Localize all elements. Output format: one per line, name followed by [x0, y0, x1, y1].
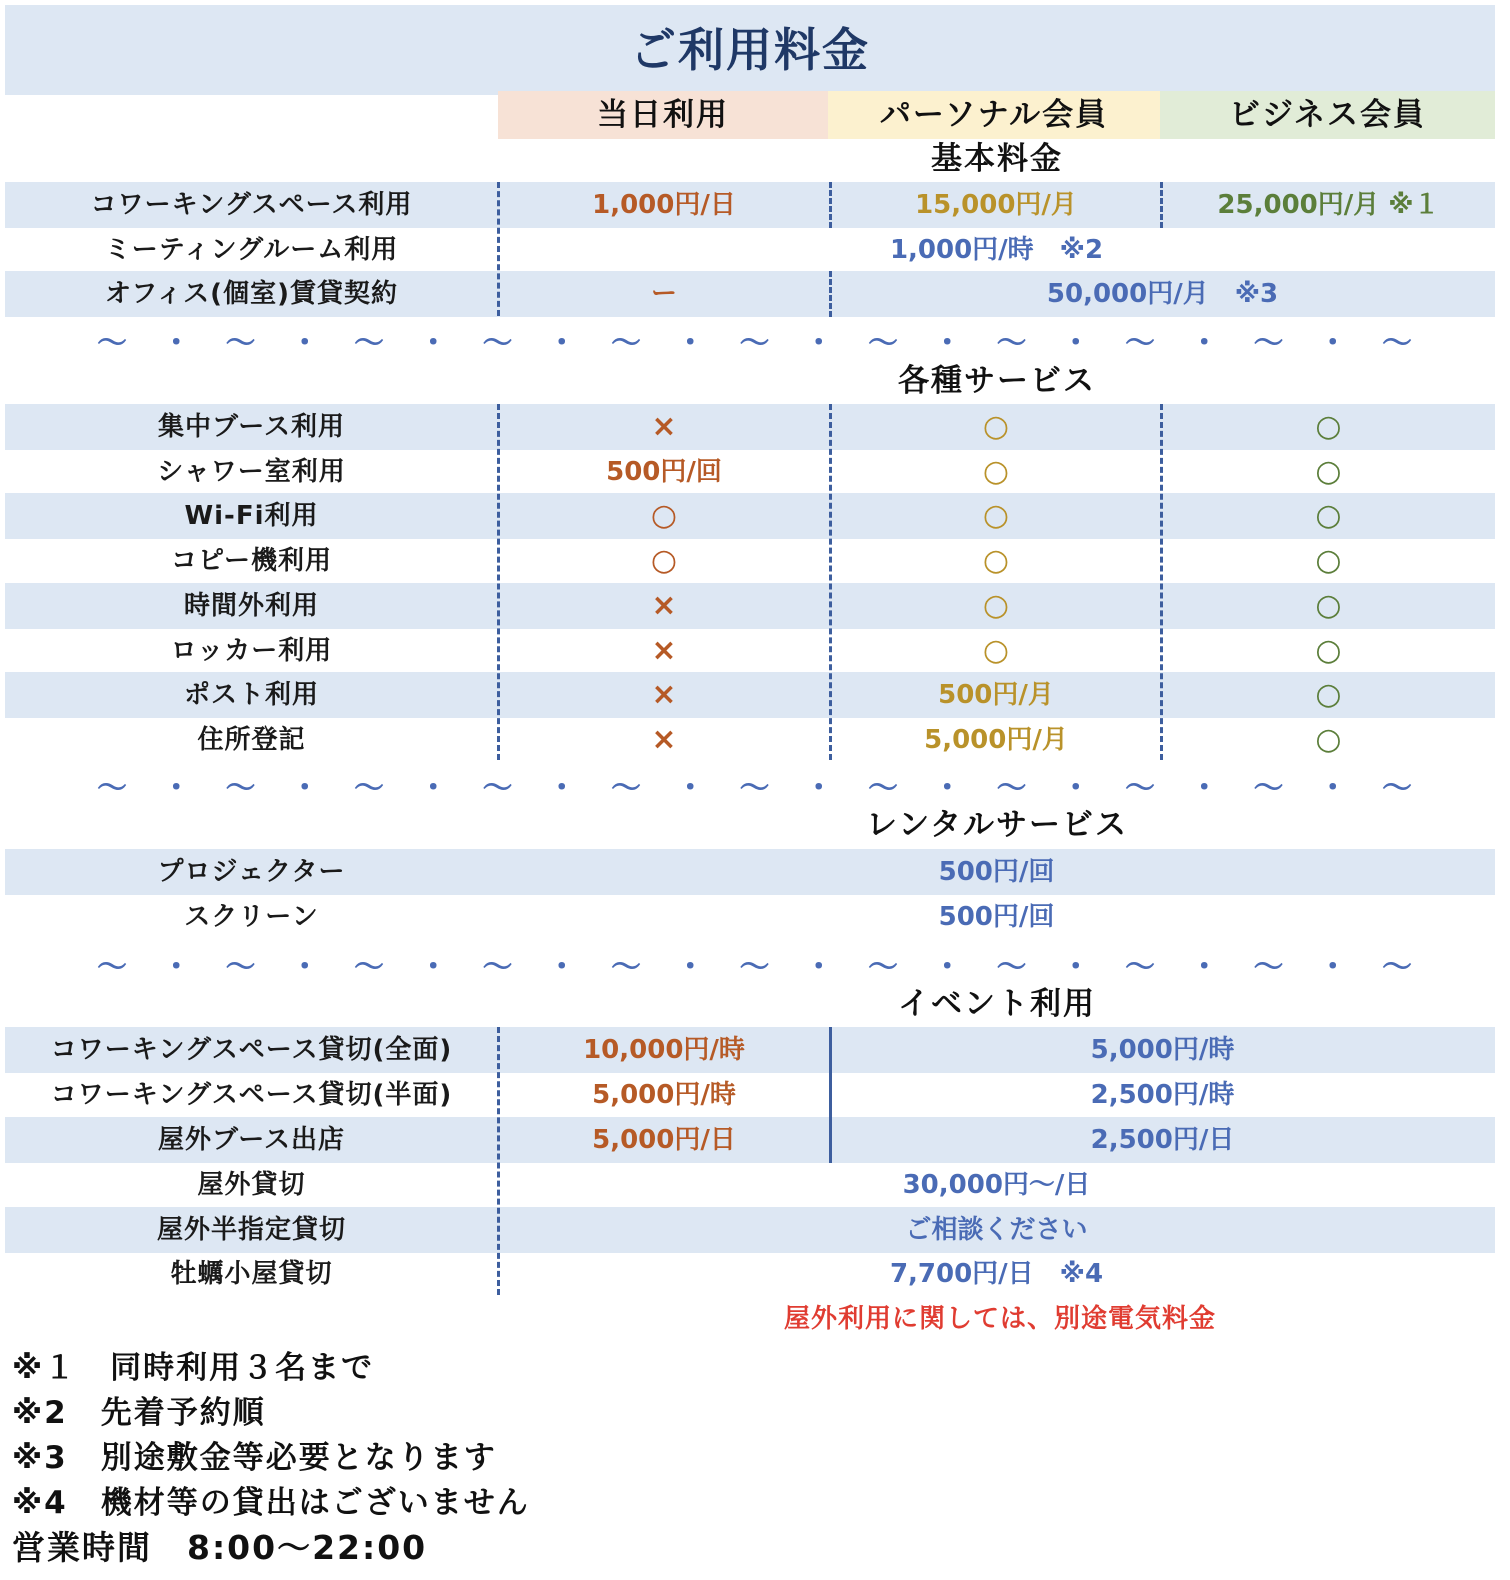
- row-label: シャワー室利用: [157, 457, 346, 487]
- row-outdoor-half: [5, 1207, 1495, 1253]
- tilde-glyph: ～: [482, 771, 513, 806]
- day-value: ×: [651, 633, 677, 668]
- row-meeting: [5, 227, 1495, 273]
- row-service: [5, 493, 1495, 539]
- tilde-glyph: ～: [996, 771, 1027, 806]
- tilde-glyph: ～: [482, 326, 513, 361]
- day-value: ×: [651, 409, 677, 444]
- footnote-4: ※4 機材等の貸出はございません: [12, 1485, 530, 1521]
- row-label: 屋外ブース出店: [158, 1125, 345, 1155]
- footnote-3: ※3 別途敷金等必要となります: [12, 1440, 497, 1476]
- business-value: ○: [1315, 409, 1342, 444]
- row-label: 集中ブース利用: [158, 412, 345, 442]
- tilde-glyph: ～: [354, 950, 384, 985]
- business-value: ○: [1315, 633, 1342, 668]
- tilde-glyph: ～: [1253, 950, 1284, 985]
- divider-line: [829, 271, 832, 317]
- footnote-2: ※2 先着予約順: [12, 1395, 266, 1431]
- business-value: ○: [1315, 588, 1342, 623]
- divider-line: [829, 404, 832, 760]
- row-label: Wi-Fi利用: [184, 501, 319, 531]
- dot-glyph: ・: [418, 950, 449, 985]
- divider-line: [829, 1027, 832, 1163]
- tilde-glyph: ～: [97, 771, 127, 806]
- divider-line: [1160, 404, 1163, 760]
- personal-value: ○: [982, 543, 1010, 578]
- dot-glyph: ・: [546, 771, 577, 806]
- members-value: 2,500円/日: [1090, 1125, 1235, 1155]
- dot-glyph: ・: [1189, 326, 1220, 361]
- personal-value: ○: [982, 409, 1010, 444]
- tilde-glyph: ～: [482, 950, 513, 985]
- dot-glyph: ・: [803, 950, 834, 985]
- day-value: 10,000円/時: [583, 1035, 745, 1065]
- personal-value: ○: [982, 498, 1010, 533]
- day-value: ○: [650, 543, 678, 578]
- divider-line: [829, 182, 832, 228]
- tilde-glyph: ～: [1382, 950, 1412, 985]
- business-value: ○: [1315, 454, 1342, 489]
- tilde-glyph: ～: [97, 950, 127, 985]
- dot-glyph: ・: [418, 326, 449, 361]
- divider-line: [497, 404, 500, 760]
- row-label: プロジェクター: [157, 857, 346, 887]
- row-label: ポスト利用: [183, 680, 319, 710]
- dot-glyph: ・: [932, 326, 963, 361]
- row-label: コワーキングスペース貸切(全面): [50, 1035, 453, 1065]
- tilde-glyph: ～: [996, 326, 1027, 361]
- section-rental-title: レンタルサービス: [866, 807, 1128, 843]
- section-services-title: 各種サービス: [898, 363, 1096, 399]
- tilde-glyph: ～: [1253, 771, 1284, 806]
- row-label: 屋外貸切: [197, 1170, 306, 1200]
- tilde-glyph: ～: [1382, 326, 1412, 361]
- members-value: 5,000円/時: [1090, 1035, 1235, 1065]
- dot-glyph: ・: [1060, 771, 1091, 806]
- tilde-glyph: ～: [225, 326, 256, 361]
- tilde-glyph: ～: [354, 771, 384, 806]
- dot-glyph: ・: [932, 950, 963, 985]
- row-event-booth: [5, 1117, 1495, 1163]
- row-oyster: [5, 1251, 1495, 1297]
- dot-glyph: ・: [675, 326, 706, 361]
- tilde-glyph: ～: [611, 326, 641, 361]
- dot-glyph: ・: [289, 950, 320, 985]
- tilde-glyph: ～: [225, 950, 256, 985]
- day-value: 5,000円/日: [592, 1125, 736, 1155]
- tilde-glyph: ～: [739, 950, 770, 985]
- all-value: 500円/回: [938, 857, 1055, 887]
- row-label: ミーティングルーム利用: [104, 235, 399, 265]
- footnote-1: ※１ 同時利用３名まで: [12, 1350, 375, 1386]
- row-label: コワーキングスペース利用: [90, 190, 413, 220]
- page-title: ご利用料金: [5, 5, 1495, 95]
- row-service: [5, 717, 1495, 763]
- header-business: ビジネス会員: [1160, 91, 1495, 139]
- dot-glyph: ・: [1189, 950, 1220, 985]
- dot-glyph: ・: [1060, 950, 1091, 985]
- day-value: 1,000円/日: [592, 190, 736, 220]
- dot-glyph: ・: [289, 771, 320, 806]
- row-service: [5, 628, 1495, 674]
- row-label: 住所登記: [197, 725, 306, 755]
- dot-glyph: ・: [1189, 771, 1220, 806]
- divider-line: [497, 182, 500, 316]
- tilde-glyph: ～: [1253, 326, 1284, 361]
- divider-line: [497, 1027, 500, 1295]
- row-service: [5, 404, 1495, 450]
- dot-glyph: ・: [675, 950, 706, 985]
- row-label: 屋外半指定貸切: [156, 1215, 346, 1245]
- dot-glyph: ・: [546, 950, 577, 985]
- tilde-glyph: ～: [1125, 950, 1155, 985]
- tilde-glyph: ～: [225, 771, 256, 806]
- row-label: オフィス(個室)賃貸契約: [105, 279, 398, 309]
- tilde-glyph: ～: [611, 771, 641, 806]
- all-value: ご相談ください: [905, 1215, 1088, 1245]
- dot-glyph: ・: [161, 326, 192, 361]
- row-label: 時間外利用: [183, 591, 319, 621]
- business-value: ○: [1315, 677, 1342, 712]
- day-value: ×: [651, 677, 677, 712]
- all-value: 7,700円/日 ※4: [889, 1259, 1104, 1289]
- row-projector: [5, 849, 1495, 895]
- row-label: コワーキングスペース貸切(半面): [50, 1080, 453, 1110]
- row-coworking: [5, 182, 1495, 228]
- dot-glyph: ・: [1317, 950, 1348, 985]
- tilde-glyph: ～: [1382, 771, 1412, 806]
- business-value: ○: [1315, 722, 1342, 757]
- tilde-divider: [97, 942, 1412, 985]
- row-label: 牡蠣小屋貸切: [170, 1259, 333, 1289]
- personal-value: 5,000円/月: [924, 725, 1068, 755]
- all-value: 500円/回: [938, 902, 1055, 932]
- dot-glyph: ・: [1317, 326, 1348, 361]
- personal-value: ○: [982, 633, 1010, 668]
- members-value: 50,000円/月 ※3: [1046, 279, 1279, 309]
- business-value: ○: [1315, 543, 1342, 578]
- row-label: コピー機利用: [171, 546, 332, 576]
- row-event-half: [5, 1072, 1495, 1118]
- dot-glyph: ・: [161, 771, 192, 806]
- tilde-glyph: ～: [354, 326, 384, 361]
- day-value: ー: [650, 279, 677, 309]
- personal-value: ○: [982, 588, 1010, 623]
- dot-glyph: ・: [675, 771, 706, 806]
- row-service: [5, 583, 1495, 629]
- all-value: 30,000円～/日: [902, 1170, 1091, 1200]
- dot-glyph: ・: [418, 771, 449, 806]
- personal-value: ○: [982, 454, 1010, 489]
- tilde-glyph: ～: [739, 326, 770, 361]
- header-personal: パーソナル会員: [828, 91, 1160, 139]
- row-service: [5, 672, 1495, 718]
- business-value: ○: [1315, 498, 1342, 533]
- electricity-note: 屋外利用に関しては、別途電気料金: [783, 1304, 1216, 1334]
- all-value: 1,000円/時 ※2: [889, 235, 1104, 265]
- section-basic-title: 基本料金: [931, 141, 1063, 177]
- tilde-divider: [97, 763, 1412, 806]
- day-value: ×: [651, 722, 677, 757]
- tilde-glyph: ～: [868, 771, 898, 806]
- dot-glyph: ・: [803, 771, 834, 806]
- business-hours: 営業時間 8:00～22:00: [12, 1528, 428, 1567]
- dot-glyph: ・: [803, 326, 834, 361]
- row-label: スクリーン: [184, 902, 319, 932]
- tilde-glyph: ～: [611, 950, 641, 985]
- dot-glyph: ・: [1060, 326, 1091, 361]
- day-value: 500円/回: [606, 457, 722, 487]
- row-event-full: [5, 1027, 1495, 1073]
- day-value: ×: [651, 588, 677, 623]
- row-label: ロッカー利用: [170, 636, 333, 666]
- row-outdoor: [5, 1162, 1495, 1208]
- day-value: 5,000円/時: [592, 1080, 736, 1110]
- tilde-glyph: ～: [1125, 771, 1155, 806]
- tilde-glyph: ～: [97, 326, 127, 361]
- row-service: [5, 538, 1495, 584]
- divider-line: [1160, 182, 1163, 228]
- dot-glyph: ・: [932, 771, 963, 806]
- dot-glyph: ・: [161, 950, 192, 985]
- header-day: 当日利用: [498, 91, 828, 139]
- tilde-glyph: ～: [1125, 326, 1155, 361]
- business-value: 25,000円/月 ※１: [1217, 190, 1440, 220]
- tilde-divider: [97, 318, 1412, 361]
- row-service: [5, 449, 1495, 495]
- personal-value: 500円/月: [938, 680, 1054, 710]
- tilde-glyph: ～: [868, 326, 898, 361]
- row-office: [5, 271, 1495, 317]
- day-value: ○: [650, 498, 678, 533]
- section-event-title: イベント利用: [898, 986, 1096, 1022]
- tilde-glyph: ～: [868, 950, 898, 985]
- row-screen: [5, 894, 1495, 940]
- tilde-glyph: ～: [996, 950, 1027, 985]
- members-value: 2,500円/時: [1090, 1080, 1235, 1110]
- dot-glyph: ・: [289, 326, 320, 361]
- dot-glyph: ・: [1317, 771, 1348, 806]
- personal-value: 15,000円/月: [915, 190, 1077, 220]
- tilde-glyph: ～: [739, 771, 770, 806]
- dot-glyph: ・: [546, 326, 577, 361]
